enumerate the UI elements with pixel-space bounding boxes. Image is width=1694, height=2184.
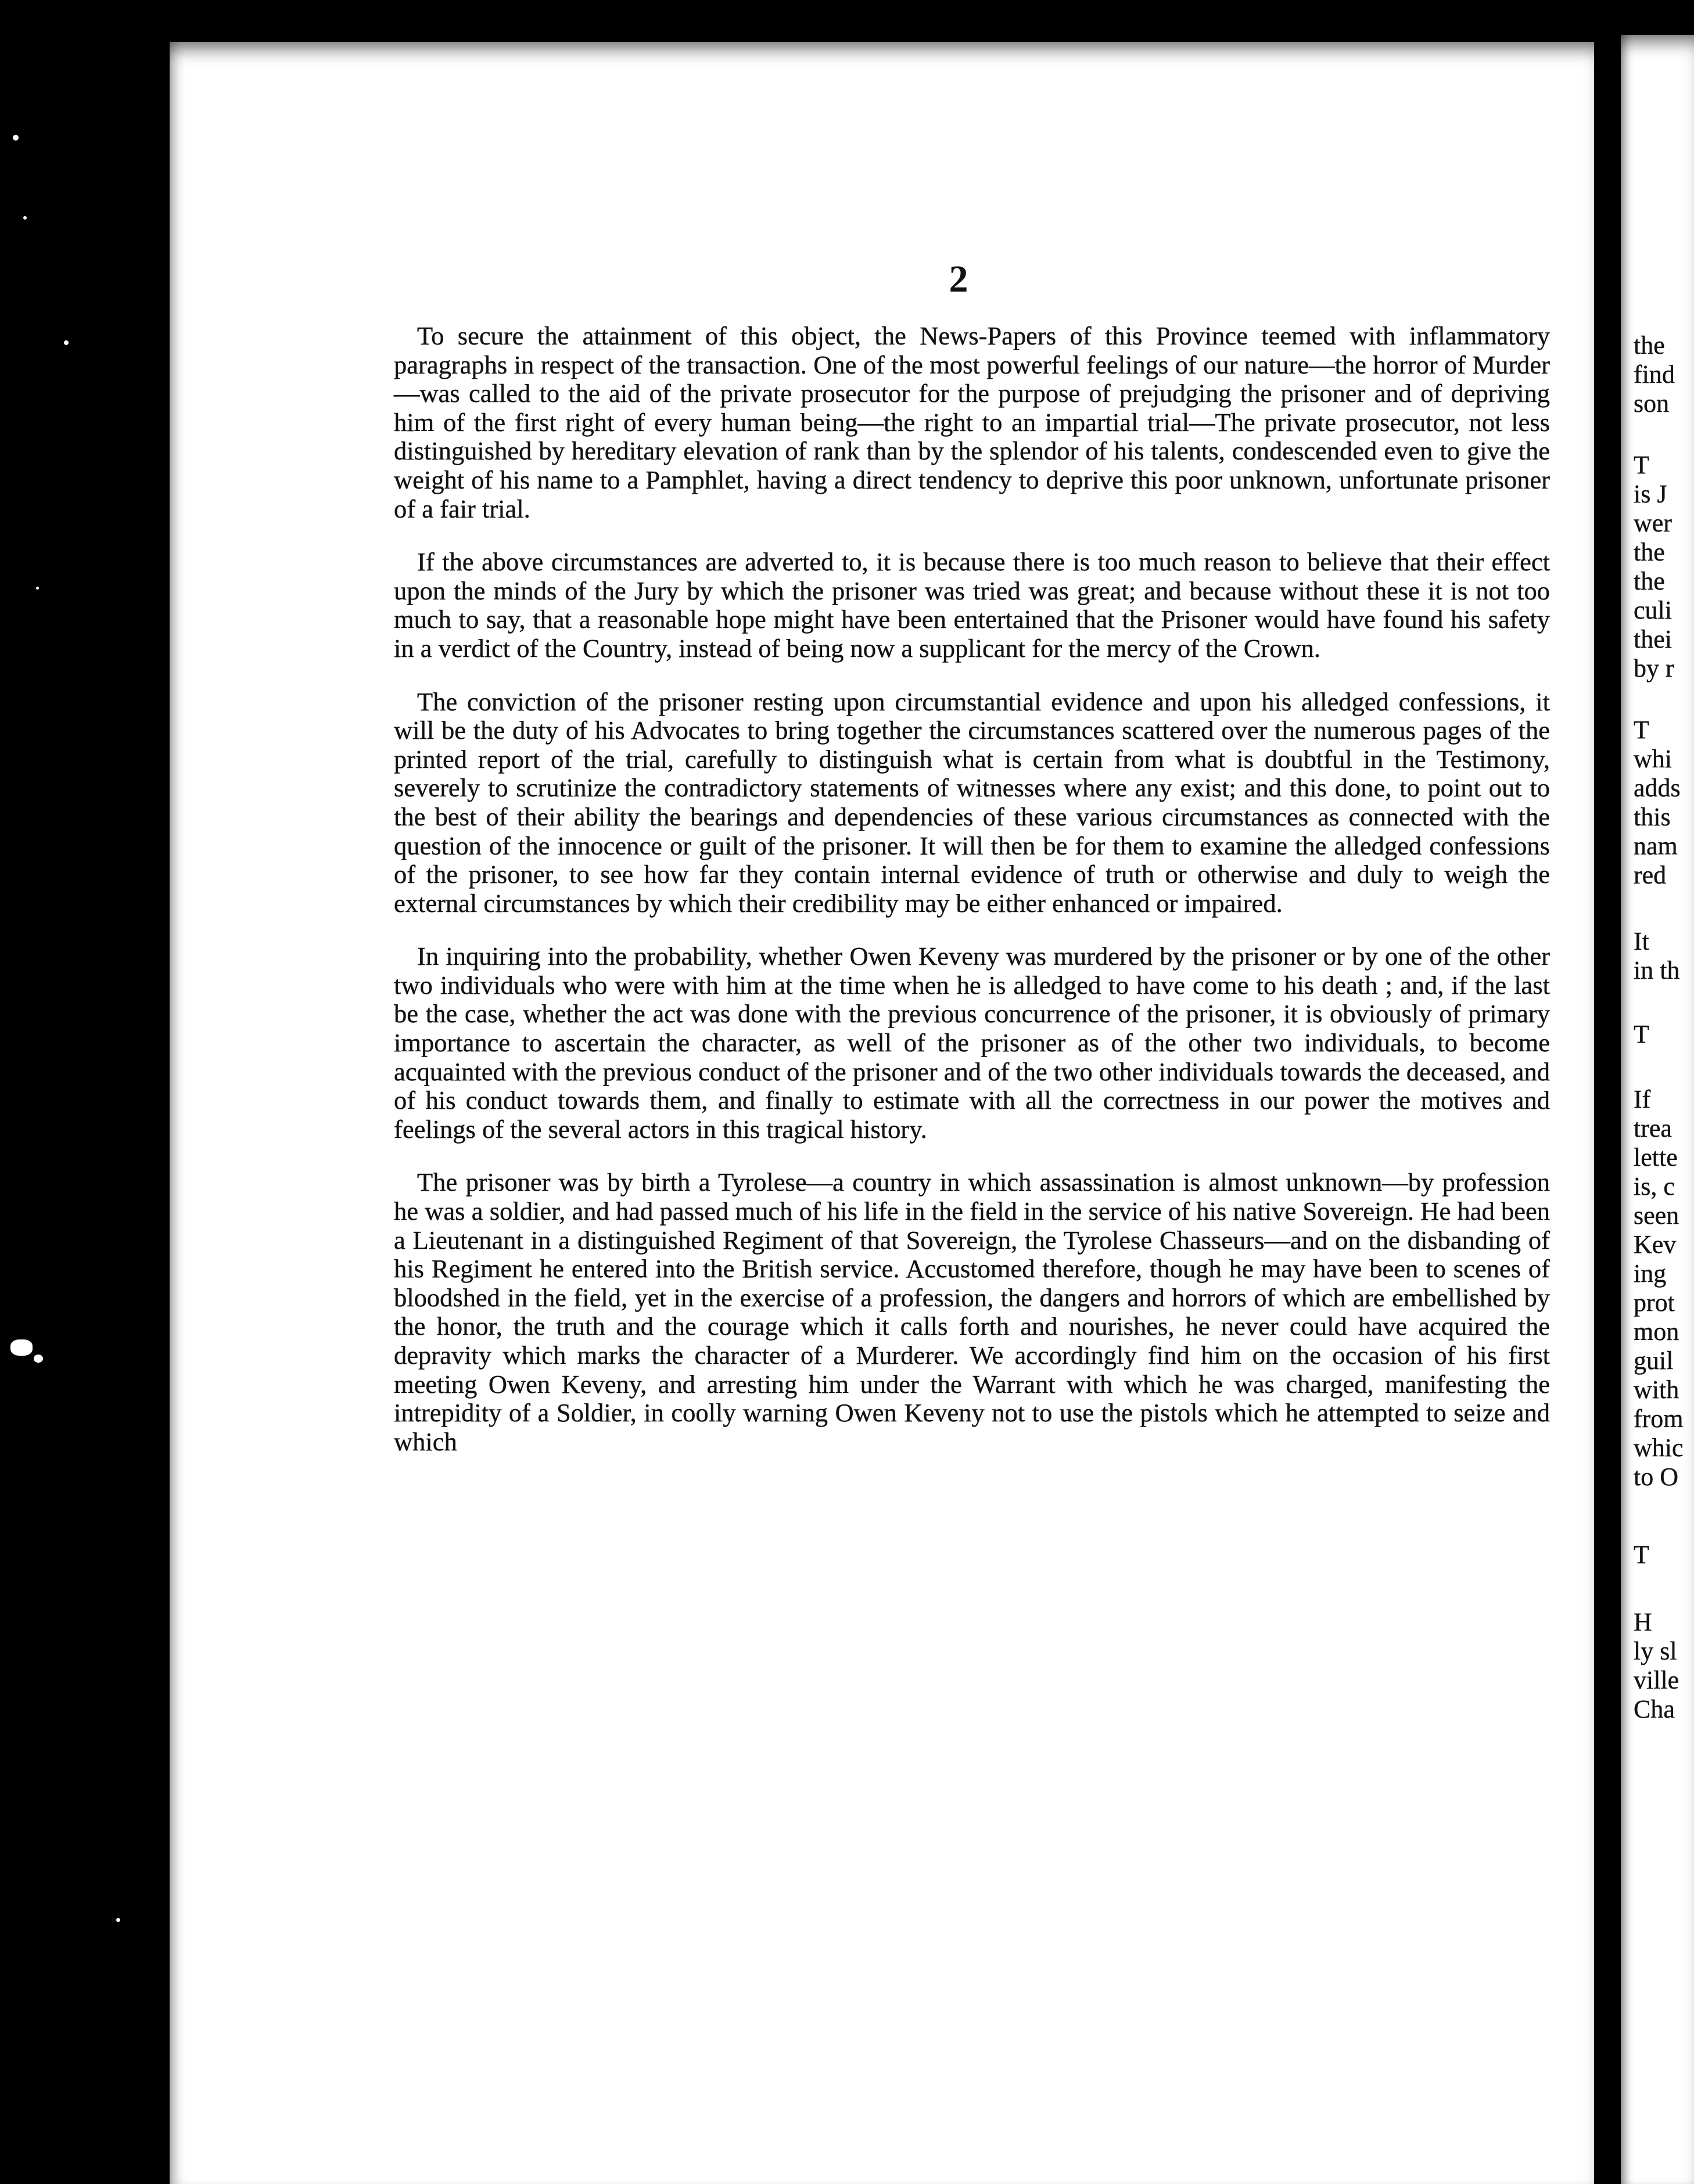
- facing-fragment: prot: [1634, 1288, 1675, 1317]
- facing-fragment: is J: [1634, 480, 1667, 508]
- facing-fragment: the: [1634, 331, 1665, 360]
- scan-speck: [23, 216, 27, 220]
- facing-fragment: the: [1634, 538, 1665, 566]
- facing-fragment: to O: [1634, 1463, 1678, 1491]
- facing-fragment: mon: [1634, 1317, 1679, 1346]
- paragraph-5: The prisoner was by birth a Tyrolese—a country in which assassination is almost unknown—by profession he was a soldier, and had passed much of his life in the field in the service of his native Sovereign. He had been a Lieutenant in a distinguished Regiment of that Sovereign, the Tyrolese Chasseurs—and on the disbanding of his Regiment he entered into the British service. Accustomed therefore, though he may have been to scenes of bloodshed in the field, yet in the exercise of a profession, the dangers and horrors of which are embellished by the honor, the truth and the courage which it calls forth and nourishes, he never could have acquired the depravity which marks the character of a Murderer. We accordingly find him on the occasion of his first meeting Owen Keveny, and arresting him under the Warrant with which he was charged, manifesting the intrepidity of a Soldier, in coolly warning Owen Keveny not to use the pistols which he attempted to seize and which: [394, 1168, 1550, 1456]
- facing-fragment: wer: [1634, 509, 1672, 537]
- facing-fragment: ville: [1634, 1666, 1679, 1694]
- scan-speck: [10, 1339, 33, 1356]
- facing-fragment: red: [1634, 861, 1667, 889]
- scan-speck: [34, 1355, 43, 1363]
- facing-fragment: T: [1634, 451, 1649, 479]
- facing-fragment: son: [1634, 389, 1670, 418]
- facing-fragment: adds: [1634, 774, 1681, 802]
- scan-speck: [64, 340, 69, 345]
- facing-fragment: ing: [1634, 1259, 1667, 1288]
- scan-speck: [13, 135, 19, 141]
- facing-fragment: thei: [1634, 625, 1672, 653]
- facing-fragment: H: [1634, 1608, 1652, 1636]
- facing-fragment: T: [1634, 1020, 1649, 1048]
- facing-fragment: find: [1634, 360, 1675, 389]
- facing-fragment: Kev: [1634, 1230, 1677, 1259]
- page-body: [394, 322, 1550, 1481]
- facing-fragment: this: [1634, 803, 1671, 831]
- facing-fragment: in th: [1634, 956, 1680, 985]
- facing-fragment: If: [1634, 1085, 1651, 1113]
- facing-fragment: guil: [1634, 1346, 1674, 1375]
- facing-fragment: from: [1634, 1404, 1684, 1433]
- facing-fragment: trea: [1634, 1114, 1672, 1143]
- facing-fragment: Cha: [1634, 1695, 1675, 1723]
- facing-fragment: whi: [1634, 745, 1672, 773]
- facing-fragment: T: [1634, 1540, 1649, 1569]
- facing-fragment: seen: [1634, 1201, 1679, 1230]
- paragraph-1: To secure the attainment of this object, the News-Papers of this Province teemed with inflammatory paragraphs in respect of the transaction. One of the most powerful feelings of our nature—the horror of Murder—was called to the aid of the private prosecutor for the purpose of prejudging the prisoner and of depriving him of the first right of every human being—the right to an impartial trial—The private prosecutor, not less distinguished by hereditary elevation of rank than by the splendor of his talents, condescended even to give the weight of his name to a Pamphlet, having a direct tendency to deprive this poor unknown, unfortunate prisoner of a fair trial.: [394, 321, 1550, 523]
- facing-fragment: by r: [1634, 654, 1674, 682]
- paragraph-3: The conviction of the prisoner resting upon circumstantial evidence and upon his alledged confessions, it will be the duty of his Advocates to bring together the circumstances scattered over the numerous pages of the printed report of the trial, carefully to distinguish what is certain from what is doubtful in the Testimony, severely to scrutinize the contradictory statements of witnesses where any exist; and this done, to point out to the best of their ability the bearings and dependencies of these various circumstances as connected with the question of the innocence or guilt of the prisoner. It will then be for them to examine the alledged confessions of the prisoner, to see how far they contain internal evidence of truth or otherwise and duly to weigh the external circumstances by which their credibility may be either enhanced or impaired.: [394, 687, 1550, 918]
- facing-fragment: lette: [1634, 1143, 1678, 1172]
- paragraph-2: If the above circumstances are adverted to, it is because there is too much reason to believe that their effect upon the minds of the Jury by which the prisoner was tried was great; and because without these it is not too much to say, that a reasonable hope might have been entertained that the Prisoner would have found his safety in a verdict of the Country, instead of being now a supplicant for the mercy of the Crown.: [394, 547, 1550, 663]
- facing-fragment: whic: [1634, 1434, 1684, 1462]
- facing-fragment: T: [1634, 716, 1649, 744]
- page-number: 2: [949, 258, 968, 300]
- facing-fragment: is, c: [1634, 1172, 1675, 1201]
- facing-fragment: nam: [1634, 832, 1678, 860]
- scan-speck: [116, 1918, 120, 1922]
- facing-fragment: It: [1634, 927, 1649, 956]
- facing-fragment: ly sl: [1634, 1637, 1677, 1665]
- paragraph-4: In inquiring into the probability, whether Owen Keveny was murdered by the prisoner or by one of the other two individuals who were with him at the time when he is alledged to have come to his death ; and, if the last be the case, whether the act was done with the previous concurrence of the prisoner, it is obviously of primary importance to ascertain the character, as well of the prisoner as of the other two individuals, to become acquainted with the previous conduct of the prisoner and of the two other individuals towards the deceased, and of his conduct towards them, and finally to estimate with all the correctness in our power the motives and feelings of the several actors in this tragical history.: [394, 942, 1550, 1144]
- scan-speck: [36, 587, 39, 590]
- facing-fragment: culi: [1634, 596, 1672, 624]
- facing-fragment: with: [1634, 1375, 1679, 1404]
- facing-fragment: the: [1634, 567, 1665, 595]
